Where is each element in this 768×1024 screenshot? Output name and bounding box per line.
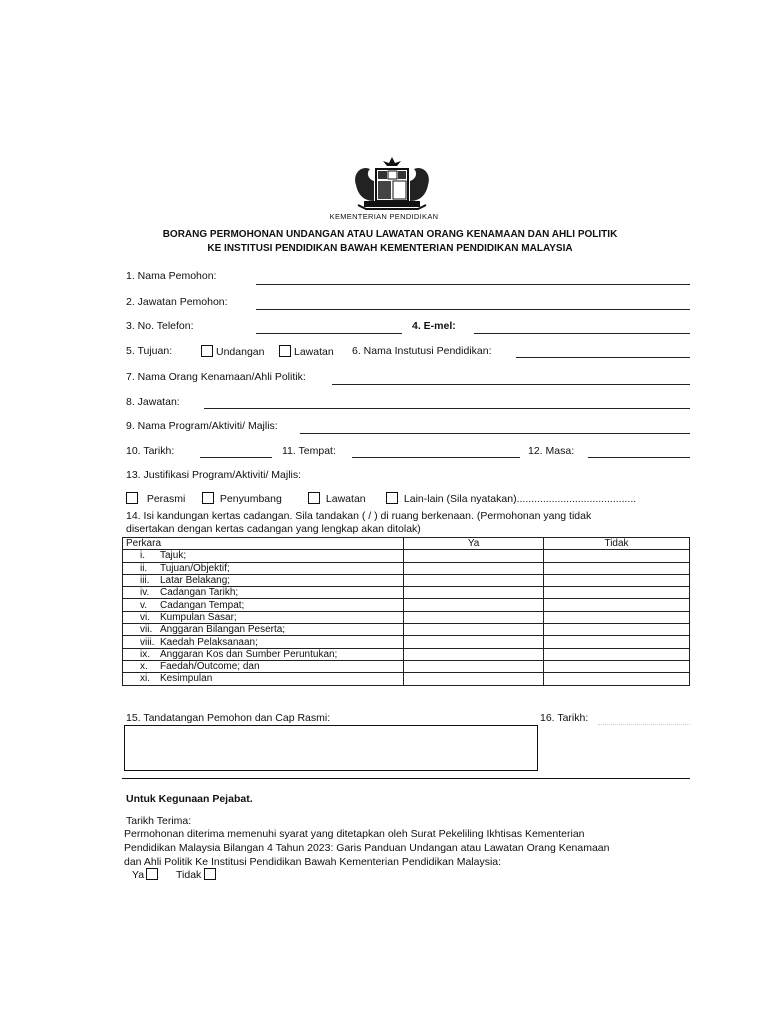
option-ya[interactable]: Ya [132, 868, 161, 881]
label-nama-pemohon: 1. Nama Pemohon: [126, 270, 217, 282]
item-label: Latar Belakang; [160, 575, 231, 587]
table-row [123, 562, 690, 574]
item-label: Cadangan Tarikh; [160, 587, 239, 599]
perkara-cell [123, 624, 404, 636]
nama-pemohon-field[interactable] [256, 284, 690, 285]
nama-program-field[interactable] [300, 433, 690, 434]
table-row [123, 574, 690, 586]
label-no-telefon: 3. No. Telefon: [126, 320, 194, 332]
lain-lain-checkbox[interactable] [386, 492, 398, 504]
no-telefon-field[interactable] [256, 333, 402, 334]
office-statement [124, 827, 688, 869]
email-field[interactable] [474, 333, 690, 334]
coat-of-arms-crest [350, 155, 434, 211]
tempat-field[interactable] [352, 457, 520, 458]
ya-cell[interactable] [404, 587, 544, 599]
tarikh-field[interactable] [200, 457, 272, 458]
perkara-cell [123, 673, 404, 685]
signature-box[interactable] [124, 725, 538, 771]
ya-cell[interactable] [404, 574, 544, 586]
lawatan-justifikasi-checkbox[interactable] [308, 492, 320, 504]
form-title-line1: BORANG PERMOHONAN UNDANGAN ATAU LAWATAN ORANG KENAMAAN DAN AHLI POLITIK [162, 229, 618, 240]
table-row [123, 648, 690, 660]
checklist-table [122, 537, 690, 686]
tidak-checkbox[interactable] [204, 868, 216, 880]
tidak-cell[interactable] [544, 599, 690, 611]
perkara-cell [123, 574, 404, 586]
ya-cell[interactable] [404, 673, 544, 685]
table-row [123, 660, 690, 672]
label-tarikh-terima: Tarikh Terima: [126, 815, 192, 827]
item-number: vii. [140, 624, 153, 636]
ya-cell[interactable] [404, 599, 544, 611]
tidak-cell[interactable] [544, 574, 690, 586]
perkara-cell [123, 611, 404, 623]
nama-institusi-field[interactable] [516, 357, 690, 358]
option-undangan[interactable]: Undangan [201, 345, 264, 358]
perasmi-checkbox[interactable] [126, 492, 138, 504]
item-number: ii. [140, 562, 148, 574]
item-label: Anggaran Bilangan Peserta; [160, 624, 286, 636]
perkara-cell [123, 636, 404, 648]
ya-cell[interactable] [404, 648, 544, 660]
tidak-cell[interactable] [544, 562, 690, 574]
perkara-cell [123, 587, 404, 599]
ya-cell[interactable] [404, 611, 544, 623]
label-justifikasi: 13. Justifikasi Program/Aktiviti/ Majlis: [126, 469, 302, 481]
nama-orang-kenamaan-field[interactable] [332, 384, 690, 385]
label-tarikh: 10. Tarikh: [126, 445, 175, 457]
label-tandatangan: 15. Tandatangan Pemohon dan Cap Rasmi: [126, 712, 331, 724]
item-number: x. [140, 661, 148, 673]
office-statement-line2: Pendidikan Malaysia Bilangan 4 Tahun 2023: Garis Panduan Undangan atau Lawatan Orang Kenamaan [124, 842, 610, 854]
perkara-cell [123, 660, 404, 672]
form-title-line2: KE INSTITUSI PENDIDIKAN BAWAH KEMENTERIAN PENDIDIKAN MALAYSIA [207, 243, 573, 254]
masa-field[interactable] [588, 457, 690, 458]
tidak-cell[interactable] [544, 624, 690, 636]
label-jawatan: 8. Jawatan: [126, 396, 180, 408]
header-perkara: Perkara [123, 538, 404, 550]
label-nama-program: 9. Nama Program/Aktiviti/ Majlis: [126, 420, 278, 432]
penyumbang-checkbox[interactable] [202, 492, 214, 504]
option-lain-lain[interactable]: Lain-lain (Sila nyatakan)......................................... [386, 492, 636, 505]
ya-cell[interactable] [404, 660, 544, 672]
tarikh-tandatangan-field[interactable] [598, 724, 690, 725]
office-statement-line1: Permohonan diterima memenuhi syarat yang ditetapkan oleh Surat Pekeliling Ikhtisas Kementerian [124, 828, 585, 840]
table-row [123, 636, 690, 648]
item-label: Faedah/Outcome; dan [160, 661, 260, 673]
table-row [123, 599, 690, 611]
option-lawatan[interactable]: Lawatan [279, 345, 334, 358]
jawatan-field[interactable] [204, 408, 690, 409]
tidak-cell[interactable] [544, 636, 690, 648]
label-tarikh-tandatangan: 16. Tarikh: [540, 712, 589, 724]
table-row [123, 611, 690, 623]
item-number: viii. [140, 636, 155, 648]
item-number: iii. [140, 575, 150, 587]
ya-cell[interactable] [404, 550, 544, 562]
table-row [123, 587, 690, 599]
item-label: Anggaran Kos dan Sumber Peruntukan; [160, 648, 338, 660]
perkara-cell [123, 599, 404, 611]
ministry-name: KEMENTERIAN PENDIDIKAN [329, 212, 439, 221]
label-nama-orang-kenamaan: 7. Nama Orang Kenamaan/Ahli Politik: [126, 371, 306, 383]
item-label: Kumpulan Sasar; [160, 611, 237, 623]
office-statement-line3: dan Ahli Politik Ke Institusi Pendidikan Bawah Kementerian Pendidikan Malaysia: [124, 856, 502, 868]
tidak-cell[interactable] [544, 611, 690, 623]
table-row [123, 624, 690, 636]
label-jawatan-pemohon: 2. Jawatan Pemohon: [126, 296, 228, 308]
header-ya: Ya [404, 538, 544, 550]
item-label: Tajuk; [160, 550, 187, 562]
tidak-cell[interactable] [544, 550, 690, 562]
item-number: ix. [140, 648, 150, 660]
item-number: vi. [140, 611, 150, 623]
item-number: xi. [140, 673, 150, 685]
office-divider [122, 778, 690, 779]
table-row [123, 673, 690, 685]
tidak-cell[interactable] [544, 648, 690, 660]
instruction-line2: disertakan dengan kertas cadangan yang lengkap akan ditolak) [126, 523, 421, 535]
option-penyumbang[interactable]: Penyumbang [202, 492, 282, 505]
form-title [100, 228, 680, 256]
perkara-cell [123, 648, 404, 660]
undangan-checkbox[interactable] [201, 345, 213, 357]
option-perasmi[interactable]: Perasmi [126, 492, 185, 505]
header-tidak: Tidak [544, 538, 690, 550]
table-header-row [123, 538, 690, 550]
item-label: Kaedah Pelaksanaan; [160, 636, 258, 648]
ya-checkbox[interactable] [146, 868, 158, 880]
table-row [123, 550, 690, 562]
ya-cell[interactable] [404, 636, 544, 648]
label-nama-institusi: 6. Nama Instutusi Pendidikan: [352, 345, 492, 357]
item-number: v. [140, 599, 148, 611]
ya-cell[interactable] [404, 562, 544, 574]
item-number: iv. [140, 587, 150, 599]
perkara-cell [123, 550, 404, 562]
label-tempat: 11. Tempat: [282, 445, 336, 457]
office-heading: Untuk Kegunaan Pejabat. [126, 793, 253, 805]
lawatan-checkbox[interactable] [279, 345, 291, 357]
label-email: 4. E-mel: [412, 320, 456, 332]
option-tidak[interactable]: Tidak [176, 868, 219, 881]
instruction-line1: 14. Isi kandungan kertas cadangan. Sila tandakan ( / ) di ruang berkenaan. (Permohonan yang tidak [126, 510, 592, 522]
jawatan-pemohon-field[interactable] [256, 309, 690, 310]
item-label: Kesimpulan [160, 673, 213, 685]
item-label: Tujuan/Objektif; [160, 562, 230, 574]
item-number: i. [140, 550, 145, 562]
label-masa: 12. Masa: [528, 445, 575, 457]
tidak-cell[interactable] [544, 673, 690, 685]
label-tujuan: 5. Tujuan: [126, 345, 173, 357]
tidak-cell[interactable] [544, 660, 690, 672]
tidak-cell[interactable] [544, 587, 690, 599]
ya-cell[interactable] [404, 624, 544, 636]
item-label: Cadangan Tempat; [160, 599, 245, 611]
perkara-cell [123, 562, 404, 574]
option-lawatan-justifikasi[interactable]: Lawatan [308, 492, 366, 505]
